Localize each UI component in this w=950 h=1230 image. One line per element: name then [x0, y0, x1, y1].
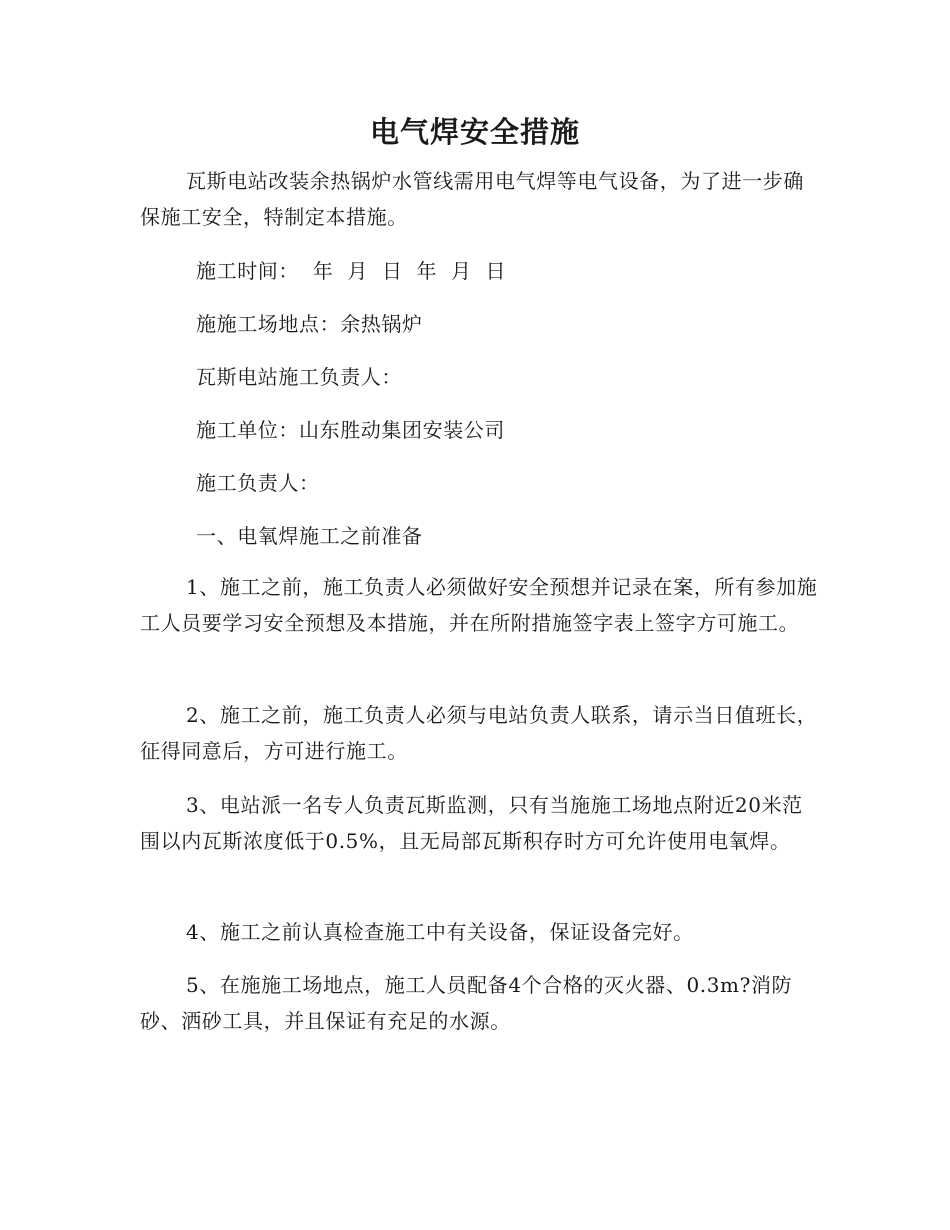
station-lead: 瓦斯电站施工负责人：	[196, 365, 402, 389]
list-item: 1、施工之前，施工负责人必须做好安全预想并记录在案，所有参加施工人员要学习安全预想及本措施，并在所附措施签字表上签字方可施工。	[140, 575, 818, 635]
intro-paragraph: 瓦斯电站改装余热锅炉水管线需用电气焊等电气设备，为了进一步确保施工安全，特制定本措施。	[140, 169, 804, 229]
list-item: 4、施工之前认真检查施工中有关设备，保证设备完好。	[186, 920, 694, 944]
document-title: 电气焊安全措施	[369, 115, 580, 149]
construction-location: 施施工场地点：余热锅炉	[196, 312, 423, 336]
construction-lead: 施工负责人：	[196, 471, 320, 495]
construction-unit: 施工单位：山东胜动集团安装公司	[196, 418, 505, 442]
list-item: 2、施工之前，施工负责人必须与电站负责人联系，请示当日值班长，征得同意后，方可进行施工。	[140, 703, 818, 763]
construction-time: 施工时间： 年 月 日 年 月 日	[196, 259, 507, 283]
list-item: 5、在施施工场地点，施工人员配备4个合格的灭火器、0.3m?消防砂、洒砂工具，并且保证有充足的水源。	[140, 973, 793, 1033]
section-heading: 一、电氧焊施工之前准备	[196, 524, 423, 548]
list-item: 3、电站派一名专人负责瓦斯监测，只有当施施工场地点附近20米范围以内瓦斯浓度低于0.5%，且无局部瓦斯积存时方可允许使用电氧焊。	[140, 793, 803, 853]
